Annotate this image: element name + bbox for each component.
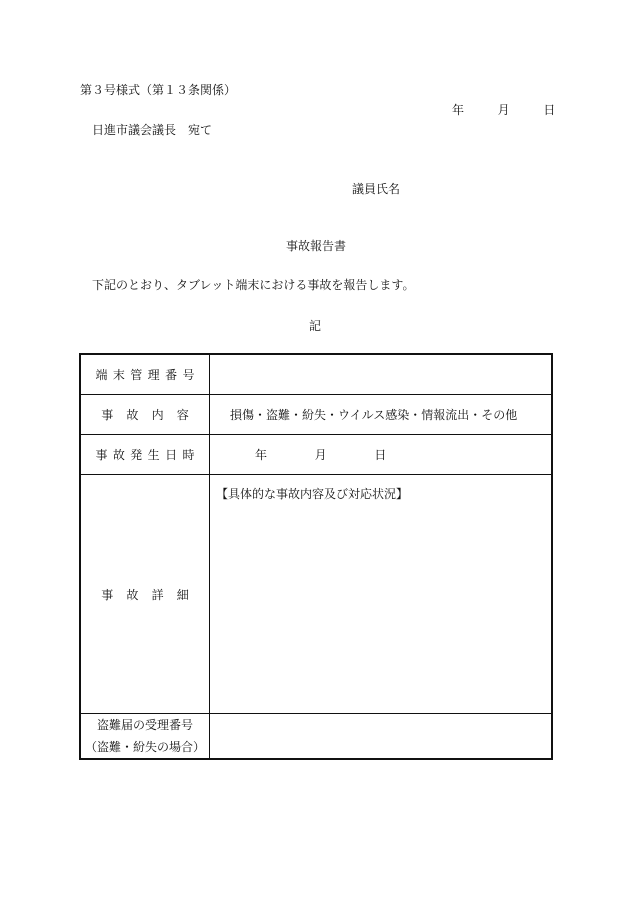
terminal-no-label: 端末管理番号 xyxy=(80,354,210,395)
addressee: 日進市議会議長 宛て xyxy=(92,123,213,137)
incident-detail-prompt: 【具体的な事故内容及び対応状況】 xyxy=(216,487,409,501)
incident-detail-label: 事故詳細 xyxy=(80,475,210,714)
form-number: 第３号様式（第１３条関係） xyxy=(80,83,237,97)
table-row xyxy=(80,354,552,395)
incident-content-options[interactable]: 損傷・盗難・紛失・ウイルス感染・情報流出・その他 xyxy=(210,395,553,435)
date-month: 月 xyxy=(497,103,510,117)
intro-text: 下記のとおり、タブレット端末における事故を報告します。 xyxy=(92,278,415,292)
date-year: 年 xyxy=(452,103,465,117)
document-title: 事故報告書 xyxy=(286,239,347,253)
ki-marker: 記 xyxy=(309,319,322,333)
theft-report-no-field[interactable] xyxy=(210,714,553,760)
report-table xyxy=(79,353,553,760)
incident-content-label: 事故内容 xyxy=(80,395,210,435)
theft-report-label-line1: 盗難届の受理番号 xyxy=(96,718,193,732)
date-day: 日 xyxy=(543,103,556,117)
incident-date-field[interactable] xyxy=(210,435,553,475)
incident-date-label: 事故発生日時 xyxy=(80,435,210,475)
incident-date-day: 日 xyxy=(374,448,387,462)
member-name-label: 議員氏名 xyxy=(352,182,401,196)
terminal-no-field[interactable] xyxy=(210,354,553,395)
theft-report-label-line2: （盗難・紛失の場合） xyxy=(84,740,205,754)
table-row xyxy=(80,395,552,435)
table-row xyxy=(80,435,552,475)
incident-date-year: 年 xyxy=(255,448,268,462)
incident-detail-field[interactable] xyxy=(210,475,553,714)
table-row xyxy=(80,475,552,714)
submission-date xyxy=(452,101,555,118)
table-row xyxy=(80,714,552,760)
incident-date-month: 月 xyxy=(314,448,327,462)
theft-report-label xyxy=(80,714,210,760)
